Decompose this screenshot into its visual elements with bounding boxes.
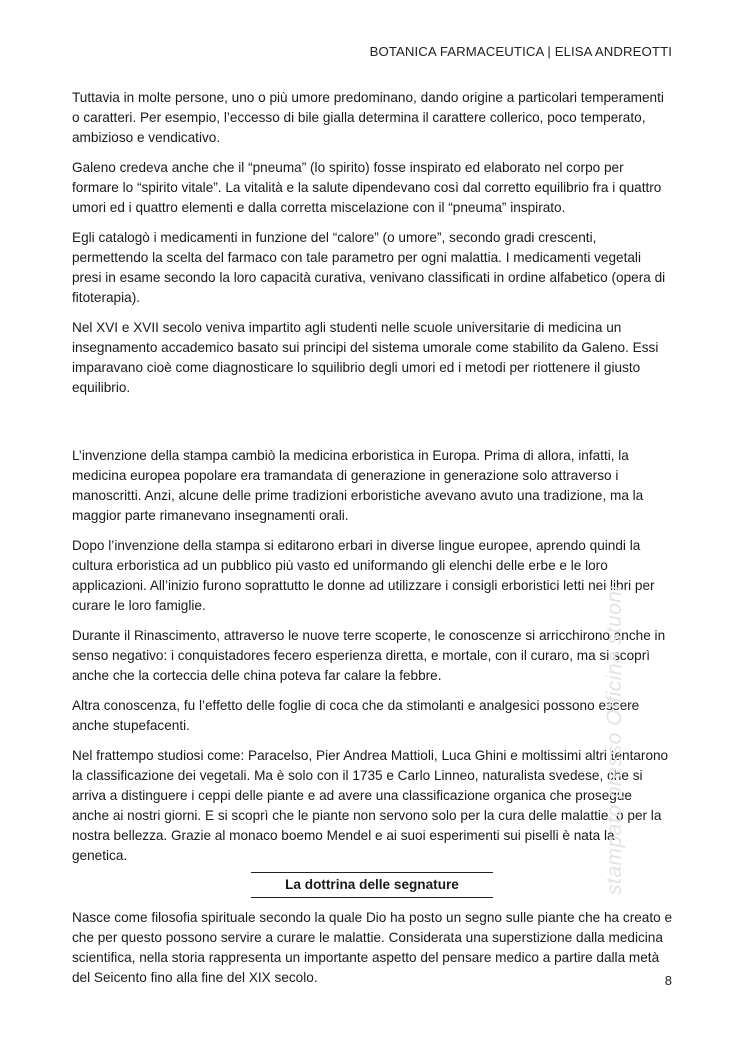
blank-gap bbox=[72, 408, 672, 446]
paragraph: L’invenzione della stampa cambiò la medicina erboristica in Europa. Prima di allora, infatti, la medicina europea popolare era tramandata di generazione in generazione solo attraverso i manoscritti. Anzi, alcune delle prime tradizioni erboristiche avevano avuto una tradizione, ma la maggior parte rimanevano insegnamenti orali. bbox=[72, 448, 644, 523]
paragraph: Nel frattempo studiosi come: Paracelso, Pier Andrea Mattioli, Luca Ghini e moltissimi altri tentarono la classificazione dei vegetali. Ma è solo con il 1735 e Carlo Linneo, naturalista svedese, che si arriva a distinguere i ceppi delle piante e ad avere una classificazione organica che prosegue anche ai nostri giorni. E si scoprì che le piante non servono solo per la cura delle malattie, o per la nostra bellezza. Grazie al monaco boemo Mendel e ai suoi esperimenti sui piselli è nata la genetica. bbox=[72, 748, 669, 863]
page-number: 8 bbox=[664, 973, 672, 988]
paragraph: Altra conoscenza, fu l’effetto delle foglie di coca che da stimolanti e analgesici possono essere anche stupefacenti. bbox=[72, 698, 640, 733]
paragraph: Egli catalogò i medicamenti in funzione del “calore” (o umore”, secondo gradi crescenti, permettendo la scelta del farmaco con tale parametro per ogni malattia. I medicamenti vegetali presi in esame secondo la loro capacità curativa, venivano classificati in ordine alfabetico (opera di fitoterapia). bbox=[72, 230, 666, 305]
watermark: stampato presso Officina stuoni bbox=[603, 585, 626, 895]
paragraph: Dopo l’invenzione della stampa si editarono erbari in diverse lingue europee, aprendo quindi la cultura erboristica ad un pubblico più vasto ed uniformando gli elenchi delle erbe e le loro applicazioni. All’inizio furono soprattutto le donne ad utilizzare i consigli erboristici letti nei libri per curare le loro famiglie. bbox=[72, 538, 655, 613]
section-heading: La dottrina delle segnature bbox=[251, 872, 493, 898]
running-header: BOTANICA FARMACEUTICA | ELISA ANDREOTTI bbox=[369, 44, 672, 59]
paragraph: Durante il Rinascimento, attraverso le nuove terre scoperte, le conoscenze si arricchirono anche in senso negativo: i conquistadores fecero esperienza diretta, e mortale, con il curaro, ma si scoprì anche che la corteccia delle china poteva far calare la febbre. bbox=[72, 628, 666, 683]
paragraph: Tuttavia in molte persone, uno o più umore predominano, dando origine a particolari temperamenti o caratteri. Per esempio, l’eccesso di bile gialla determina il carattere collerico, poco temperato, ambizioso e vendicativo. bbox=[72, 90, 664, 145]
paragraph: Nel XVI e XVII secolo veniva impartito agli studenti nelle scuole universitarie di medicina un insegnamento accademico basato sui principi del sistema umorale come stabilito da Galeno. Essi imparavano cioè come diagnosticare lo squilibrio degli umori ed i metodi per riottenere il giusto equilibrio. bbox=[72, 320, 659, 395]
page-body bbox=[72, 88, 672, 998]
paragraph: Galeno credeva anche che il “pneuma” (lo spirito) fosse inspirato ed elaborato nel corpo per formare lo “spirito vitale”. La vitalità e la salute dipendevano così dal corretto equilibrio fra i quattro umori ed i quattro elementi e dalla corretta miscelazione con il “pneuma” inspirato. bbox=[72, 160, 662, 215]
paragraph: Nasce come filosofia spirituale secondo la quale Dio ha posto un segno sulle piante che ha creato e che per questo possono servire a curare le malattie. Considerata una superstizione dalla medicina scientifica, nella storia rappresenta un importante aspetto del pensare medico a partire dalla metà del Seicento fino alla fine del XIX secolo. bbox=[72, 910, 673, 985]
